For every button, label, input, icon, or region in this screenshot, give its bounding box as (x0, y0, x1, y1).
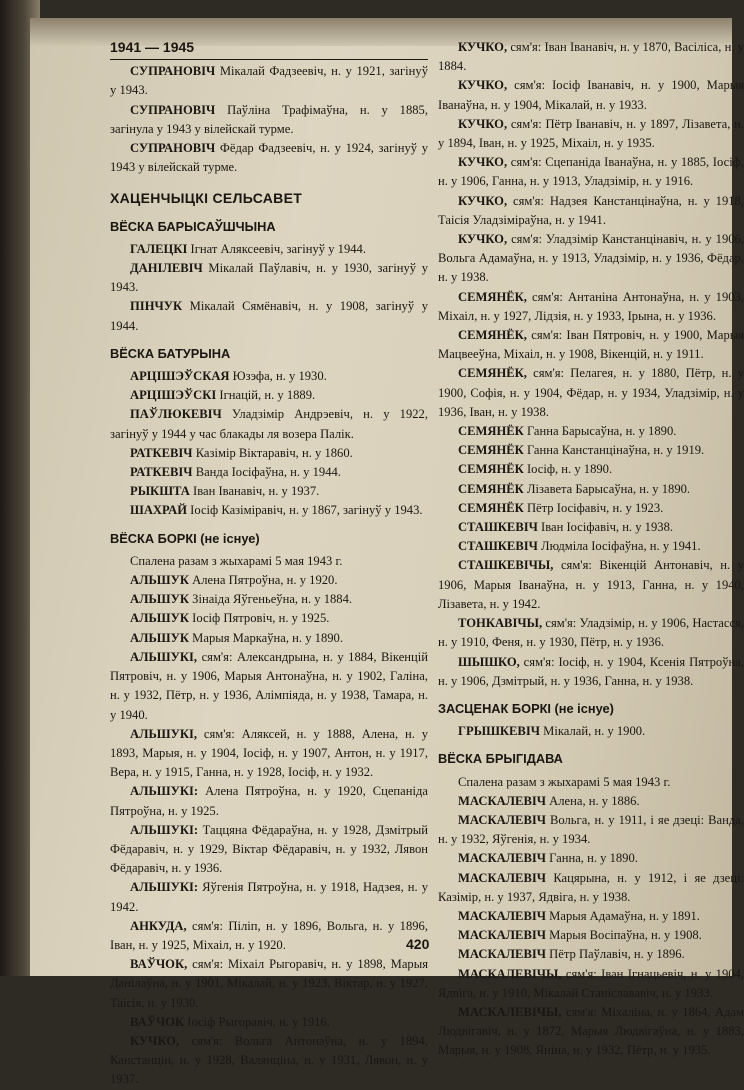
entry: МАСКАЛЕВІЧ Алена, н. у 1886. (458, 793, 640, 808)
entry: КУЧКО, сям'я: Сцепаніда Іванаўна, н. у 1885, Іосіф, н. у 1906, Ганна, н. у 1913, Уладзімір, н. у 1916. (438, 155, 744, 189)
entry: КУЧКО, сям'я: Уладзімір Канстанцінавіч, н. у 1906, Вольга Адамаўна, н. у 1913, Уладзімір, н. у 1936, Фёдар, н. у 1938. (438, 232, 744, 285)
entry: РЫКШТА Іван Іванавіч, н. у 1937. (130, 484, 320, 499)
entry: АЛЬШУКІ, сям'я: Александрына, н. у 1884, Вікенцій Пятровіч, н. у 1906, Марыя Антонаўна, н. у 1902, Галіна, н. у 1932, Пётр, н. у 1936, Алімпіяда, н. у 1938, Тамара, н. у 1940. (110, 649, 428, 722)
entry: КУЧКО, сям'я: Іван Іванавіч, н. у 1870, Васіліса, н. у 1884. (438, 40, 744, 74)
entry: ТОНКАВІЧЫ, сям'я: Уладзімір, н. у 1906, Настасся, н. у 1910, Феня, н. у 1930, Пётр, н. у 1936. (438, 616, 744, 650)
entry: МАСКАЛЕВІЧ Ганна, н. у 1890. (458, 851, 638, 866)
selsavet-heading: ХАЦЕНЧЫЦКІ СЕЛЬСАВЕТ (110, 190, 303, 207)
entry: КУЧКО, сям'я: Надзея Канстанцінаўна, н. у 1918, Таісія Уладзіміраўна, н. у 1941. (438, 193, 744, 227)
entry: СТАШКЕВІЧЫ, сям'я: Вікенцій Антонавіч, н. у 1906, Марыя Іванаўна, н. у 1913, Ганна, н. у 1940, Лізавета, н. у 1942. (438, 558, 744, 611)
entry: ДАНІЛЕВІЧ Мікалай Паўлавіч, н. у 1930, загінуў у 1943. (110, 261, 428, 295)
entry: СУПРАНОВІЧ Паўліна Трафімаўна, н. у 1885, загінула у 1943 у вілейскай турме. (110, 102, 428, 136)
entry: СЕМЯНЁК Ганна Барысаўна, н. у 1890. (458, 424, 677, 439)
village-heading: ВЁСКА БАРЫСАЎШЧЫНА (110, 218, 276, 234)
header-years: 1941 — 1945 (110, 39, 195, 55)
right-column (438, 38, 744, 1061)
village-heading: ВЁСКА БОРКІ (не існуе) (110, 530, 260, 546)
entry: АЛЬШУКІ: Таццяна Фёдараўна, н. у 1928, Дзмітрый Фёдаравіч, н. у 1929, Віктар Фёдаравіч, н. у 1932, Лявон Фёдаравіч, н. у 1936. (110, 822, 428, 876)
entry: ВАЎЧОК Іосіф Рыгоравіч, н. у 1916. (130, 1014, 330, 1029)
entry: СТАШКЕВІЧ Іван Іосіфавіч, н. у 1938. (458, 520, 674, 535)
entry: АЛЬШУКІ: Алена Пятроўна, н. у 1920, Сцепаніда Пятроўна, н. у 1925. (110, 784, 428, 818)
entry: КУЧКО, сям'я: Вольга Антонаўна, н. у 1894, Канстанцін, н. у 1928, Валянціна, н. у 1931, Лявон, н. у 1937. (110, 1033, 428, 1087)
running-header (110, 38, 428, 60)
entry: МАСКАЛЕВІЧ Кацярына, н. у 1912, і яе дзеці: Казімір, н. у 1937, Ядвіга, н. у 1938. (438, 870, 744, 904)
village-heading: ВЁСКА БРЫГІДАВА (438, 751, 563, 767)
entry: РАТКЕВІЧ Ванда Іосіфаўна, н. у 1944. (130, 465, 341, 480)
entry: МАСКАЛЕВІЧЫ, сям'я: Іван Ігнацьевіч, н. у 1904, Ядвіга, н. у 1910, Мікалай Станіслававіч, н. у 1933. (438, 966, 744, 1000)
book-page (30, 18, 744, 1087)
village-heading: ЗАСЦЕНАК БОРКІ (не існуе) (438, 700, 614, 716)
entry: ПАЎЛЮКЕВІЧ Уладзімір Андрэевіч, н. у 1922, загінуў у 1944 у час блакады ля возера Палік. (110, 407, 428, 441)
entry: СЕМЯНЁК Іосіф, н. у 1890. (458, 462, 613, 477)
entry: АЛЬШУК Зінаіда Яўгеньеўна, н. у 1884. (130, 592, 353, 607)
entry: АРЦІШЭЎСКАЯ Юзэфа, н. у 1930. (130, 369, 327, 384)
left-column (110, 38, 428, 1090)
entry: ВАЎЧОК, сям'я: Міхаіл Рыгоравіч, н. у 1898, Марыя Данілаўна, н. у 1901, Мікалай, н. у 1923, Віктар, н. у 1927, Таісія, н. у 1930. (110, 957, 428, 1010)
entry: АЛЬШУК Алена Пятроўна, н. у 1920. (130, 573, 338, 588)
entry: МАСКАЛЕВІЧЫ, сям'я: Міхаліна, н. у 1864, Адам Людвігавіч, н. у 1872, Марыя Людвігаўна, н. у 1883, Марыя, н. у 1908, Яніна, н. у 1932, Пётр, н. у 1935. (438, 1004, 744, 1058)
entry: СЕМЯНЁК Ганна Канстанцінаўна, н. у 1919. (458, 443, 705, 458)
entry: АЛЬШУК Іосіф Пятровіч, н. у 1925. (130, 611, 330, 626)
page-number: 420 (406, 936, 430, 952)
entry: СЕМЯНЁК, сям'я: Іван Пятровіч, н. у 1900, Марыя Мацвееўна, Міхаіл, н. у 1908, Вікенцій, н. у 1911. (438, 328, 744, 362)
entry: АНКУДА, сям'я: Піліп, н. у 1896, Вольга, н. у 1896, Іван, н. у 1925, Міхаіл, н. у 1920. (110, 918, 428, 952)
entry: СУПРАНОВІЧ Фёдар Фадзеевіч, н. у 1924, загінуў у 1943 у вілейскай турме. (110, 141, 428, 175)
entry: СТАШКЕВІЧ Людміла Іосіфаўна, н. у 1941. (458, 539, 701, 554)
entry: СЕМЯНЁК, сям'я: Антаніна Антонаўна, н. у 1903, Міхаіл, н. у 1927, Лідзія, н. у 1933, Ірына, н. у 1936. (438, 289, 744, 323)
entry: КУЧКО, сям'я: Іосіф Іванавіч, н. у 1900, Марыя Іванаўна, н. у 1904, Мікалай, н. у 1933. (438, 78, 744, 112)
village-note: Спалена разам з жыхарамі 5 мая 1943 г. (458, 774, 671, 789)
entry: АЛЬШУКІ: Яўгенія Пятроўна, н. у 1918, Надзея, н. у 1942. (110, 880, 428, 914)
entry: МАСКАЛЕВІЧ Вольга, н. у 1911, і яе дзеці: Ванда, н. у 1932, Яўгенія, н. у 1934. (438, 812, 744, 847)
village-note: Спалена разам з жыхарамі 5 мая 1943 г. (130, 553, 343, 568)
entry: МАСКАЛЕВІЧ Марыя Восіпаўна, н. у 1908. (458, 928, 702, 943)
entry: МАСКАЛЕВІЧ Марыя Адамаўна, н. у 1891. (458, 908, 700, 923)
entry: ГАЛЕЦКІ Ігнат Аляксеевіч, загінуў у 1944. (130, 241, 366, 256)
entry: СЕМЯНЁК, сям'я: Пелагея, н. у 1880, Пётр, н. у 1900, Софія, н. у 1904, Фёдар, н. у 1934, Уладзімір, н. у 1936, Іван, н. у 1938. (438, 366, 744, 419)
entry: МАСКАЛЕВІЧ Пётр Паўлавіч, н. у 1896. (458, 947, 685, 962)
entry: АРЦІШЭЎСКІ Ігнацій, н. у 1889. (130, 388, 316, 403)
entry: ШАХРАЙ Іосіф Казіміравіч, н. у 1867, загінуў у 1943. (130, 503, 423, 518)
entry: ШЫШКО, сям'я: Іосіф, н. у 1904, Ксенія Пятроўна, н. у 1906, Дзмітрый, н. у 1936, Ганна, н. у 1938. (438, 654, 744, 688)
entry: АЛЬШУКІ, сям'я: Аляксей, н. у 1888, Алена, н. у 1893, Марыя, н. у 1904, Іосіф, н. у 1907, Антон, н. у 1917, Вера, н. у 1915, Ганна, н. у 1928, Іосіф, н. у 1932. (110, 726, 428, 780)
entry: РАТКЕВІЧ Казімір Віктаравіч, н. у 1860. (130, 445, 353, 460)
entry: ГРЫШКЕВІЧ Мікалай, н. у 1900. (458, 724, 646, 739)
entry: СУПРАНОВІЧ Мікалай Фадзеевіч, н. у 1921, загінуў у 1943. (110, 64, 428, 98)
entry: КУЧКО, сям'я: Пётр Іванавіч, н. у 1897, Лізавета, н. у 1894, Іван, н. у 1925, Міхаіл, н. у 1935. (438, 116, 744, 151)
entry: ПІНЧУК Мікалай Сямёнавіч, н. у 1908, загінуў у 1944. (110, 299, 428, 333)
entry: АЛЬШУК Марыя Маркаўна, н. у 1890. (130, 630, 343, 645)
entry: СЕМЯНЁК Лізавета Барысаўна, н. у 1890. (458, 481, 691, 496)
entry: СЕМЯНЁК Пётр Іосіфавіч, н. у 1923. (458, 500, 664, 515)
village-heading: ВЁСКА БАТУРЫНА (110, 345, 231, 361)
